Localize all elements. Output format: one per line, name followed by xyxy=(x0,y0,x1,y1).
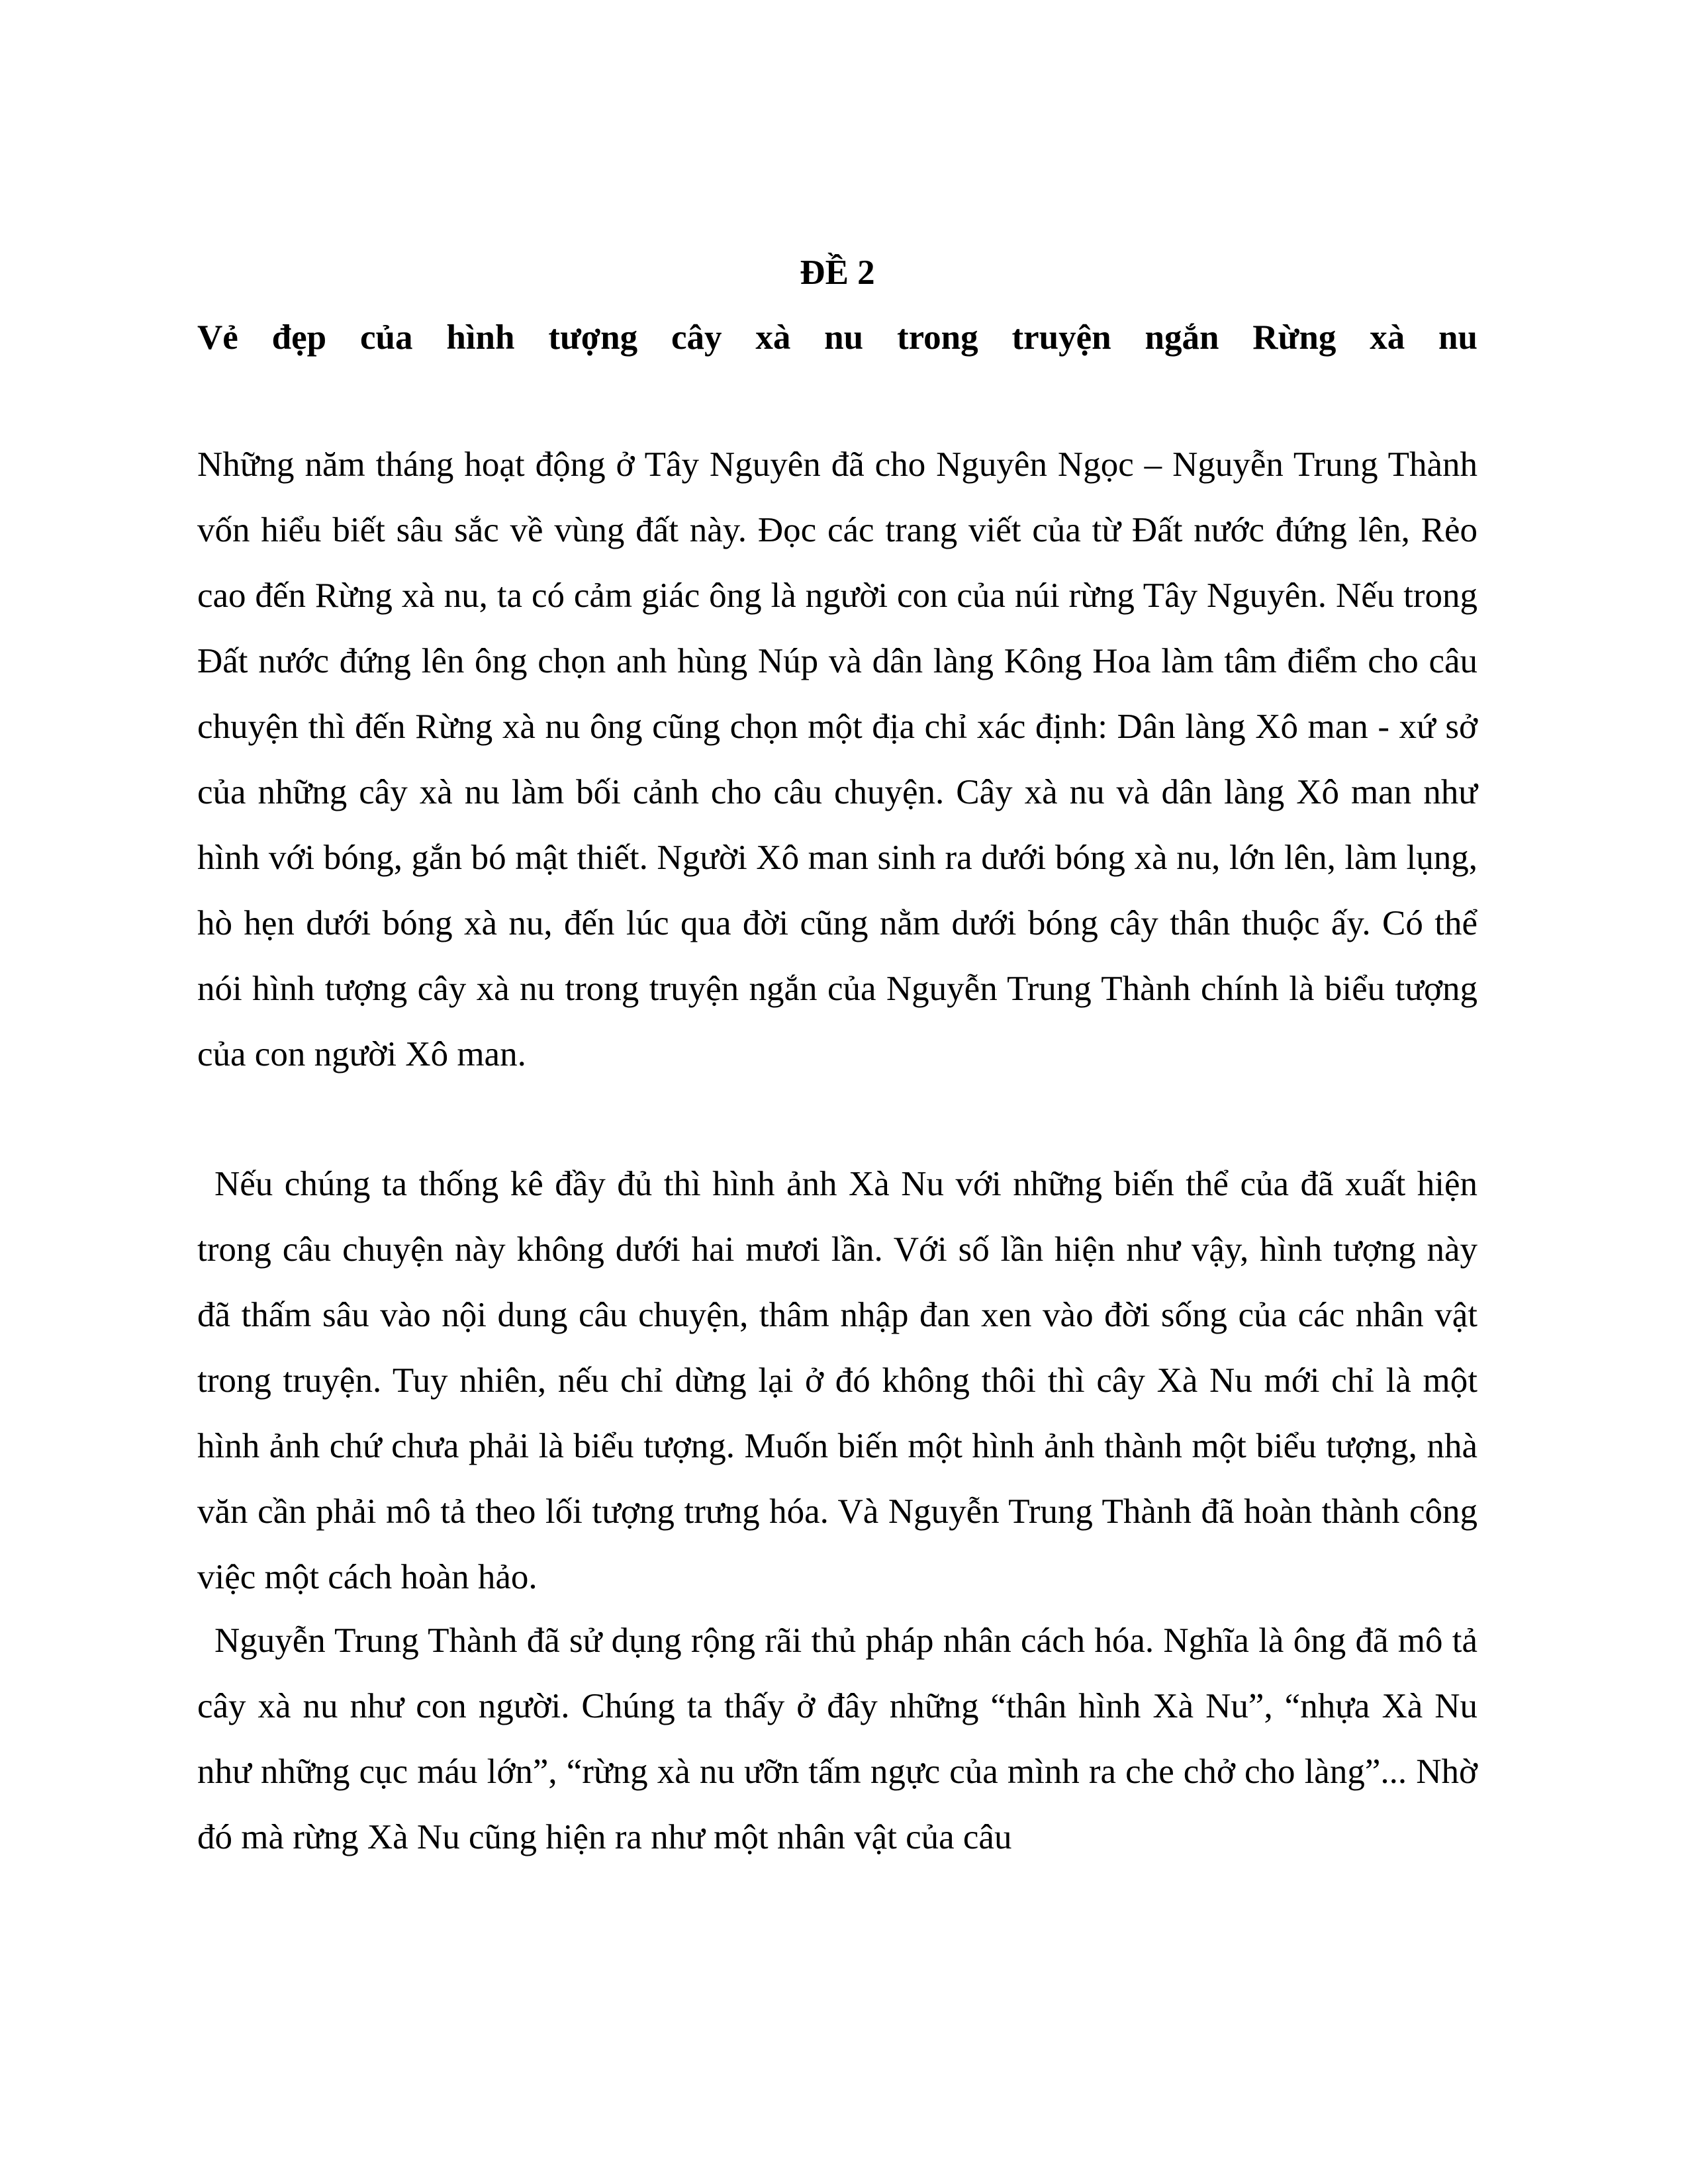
paragraph-2: Nếu chúng ta thống kê đầy đủ thì hình ảnh Xà Nu với những biến thể của đã xuất hiện trong câu chuyện này không dưới hai mươi lần. Với số lần hiện như vậy, hình tượng này đã thấm sâu vào nội dung câu chuyện, thâm nhập đan xen vào đời sống của các nhân vật trong truyện. Tuy nhiên, nếu chỉ dừng lại ở đó không thôi thì cây Xà Nu mới chỉ là một hình ảnh chứ chưa phải là biểu tượng. Muốn biến một hình ảnh thành một biểu tượng, nhà văn cần phải mô tả theo lối tượng trưng hóa. Và Nguyễn Trung Thành đã hoàn thành công việc một cách hoàn hảo. xyxy=(197,1165,1477,1596)
essay-title: Vẻ đẹp của hình tượng cây xà nu trong truyện ngắn Rừng xà nu xyxy=(197,318,1477,357)
paragraph-1: Những năm tháng hoạt động ở Tây Nguyên đã cho Nguyên Ngọc – Nguyễn Trung Thành vốn hiểu biết sâu sắc về vùng đất này. Đọc các trang viết của từ Đất nước đứng lên, Rẻo cao đến Rừng xà nu, ta có cảm giác ông là người con của núi rừng Tây Nguyên. Nếu trong Đất nước đứng lên ông chọn anh hùng Núp và dân làng Kông Hoa làm tâm điểm cho câu chuyện thì đến Rừng xà nu ông cũng chọn một địa chỉ xác định: Dân làng Xô man - xứ sở của những cây xà nu làm bối cảnh cho câu chuyện. Cây xà nu và dân làng Xô man như hình với bóng, gắn bó mật thiết. Người Xô man sinh ra dưới bóng xà nu, lớn lên, làm lụng, hò hẹn dưới bóng xà nu, đến lúc qua đời cũng nằm dưới bóng cây thân thuộc ấy. Có thể nói hình tượng cây xà nu trong truyện ngắn của Nguyễn Trung Thành chính là biểu tượng của con người Xô man. xyxy=(197,445,1477,1073)
paragraph-3: Nguyễn Trung Thành đã sử dụng rộng rãi thủ pháp nhân cách hóa. Nghĩa là ông đã mô tả cây xà nu như con người. Chúng ta thấy ở đây những “thân hình Xà Nu”, “nhựa Xà Nu như những cục máu lớn”, “rừng xà nu ưỡn tấm ngực của mình ra che chở cho làng”... Nhờ đó mà rừng Xà Nu cũng hiện ra như một nhân vật của câu xyxy=(197,1621,1477,1856)
exam-heading: ĐỀ 2 xyxy=(800,253,875,292)
